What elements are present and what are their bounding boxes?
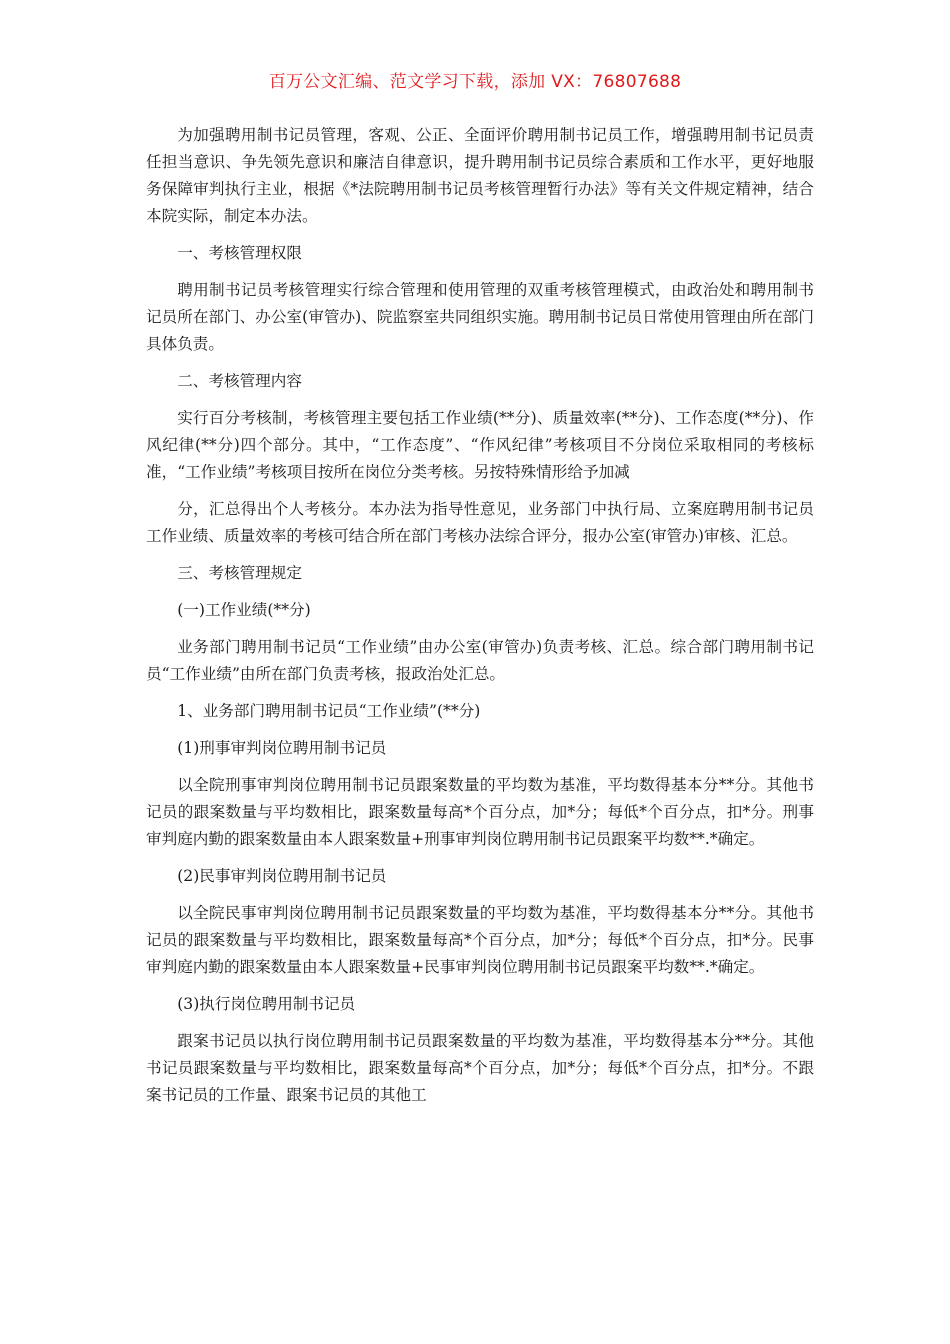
body-paragraph: 聘用制书记员考核管理实行综合管理和使用管理的双重考核管理模式，由政治处和聘用制书记员所在部门、办公室(审管办)、院监察室共同组织实施。聘用制书记员日常使用管理由所在部门具体负责。 <box>146 281 814 353</box>
subsection-heading: (一)工作业绩(**分) <box>177 601 311 619</box>
body-paragraph: 跟案书记员以执行岗位聘用制书记员跟案数量的平均数为基准，平均数得基本分**分。其他书记员跟案数量与平均数相比，跟案数量每高*个百分点，加*分；每低*个百分点，扣*分。不跟案书记员的工作量、跟案书记员的其他工 <box>146 1032 814 1104</box>
subitem-heading: (2)民事审判岗位聘用制书记员 <box>177 867 387 885</box>
intro-paragraph: 为加强聘用制书记员管理，客观、公正、全面评价聘用制书记员工作，增强聘用制书记员责任担当意识、争先领先意识和廉洁自律意识，提升聘用制书记员综合素质和工作水平，更好地服务保障审判执行主业，根据《*法院聘用制书记员考核管理暂行办法》等有关文件规定精神，结合本院实际，制定本办法。 <box>146 126 814 225</box>
subitem-heading: (1)刑事审判岗位聘用制书记员 <box>177 739 387 757</box>
item-heading: 1、业务部门聘用制书记员“工作业绩”(**分) <box>177 702 481 720</box>
section-heading-2: 二、考核管理内容 <box>177 372 302 390</box>
subitem-heading: (3)执行岗位聘用制书记员 <box>177 995 356 1013</box>
body-paragraph: 实行百分考核制，考核管理主要包括工作业绩(**分)、质量效率(**分)、工作态度(**分)、作风纪律(**分)四个部分。其中，“工作态度”、“作风纪律”考核项目不分岗位采取相同的考核标准，“工作业绩”考核项目按所在岗位分类考核。另按特殊情形给予加减 <box>146 409 814 481</box>
document-body <box>146 122 814 1119</box>
body-paragraph: 业务部门聘用制书记员“工作业绩”由办公室(审管办)负责考核、汇总。综合部门聘用制书记员“工作业绩”由所在部门负责考核，报政治处汇总。 <box>146 638 814 683</box>
section-heading-1: 一、考核管理权限 <box>177 244 302 262</box>
section-heading-3: 三、考核管理规定 <box>177 564 302 582</box>
body-paragraph: 分，汇总得出个人考核分。本办法为指导性意见，业务部门中执行局、立案庭聘用制书记员工作业绩、质量效率的考核可结合所在部门考核办法综合评分，报办公室(审管办)审核、汇总。 <box>146 500 814 545</box>
body-paragraph: 以全院民事审判岗位聘用制书记员跟案数量的平均数为基准，平均数得基本分**分。其他书记员的跟案数量与平均数相比，跟案数量每高*个百分点，加*分；每低*个百分点，扣*分。民事审判庭内勤的跟案数量由本人跟案数量+民事审判岗位聘用制书记员跟案平均数**.*确定。 <box>146 904 814 976</box>
body-paragraph: 以全院刑事审判岗位聘用制书记员跟案数量的平均数为基准，平均数得基本分**分。其他书记员的跟案数量与平均数相比，跟案数量每高*个百分点，加*分；每低*个百分点，扣*分。刑事审判庭内勤的跟案数量由本人跟案数量+刑事审判岗位聘用制书记员跟案平均数**.*确定。 <box>146 776 814 848</box>
promo-banner: 百万公文汇编、范文学习下载，添加 VX：76807688 <box>268 72 682 92</box>
